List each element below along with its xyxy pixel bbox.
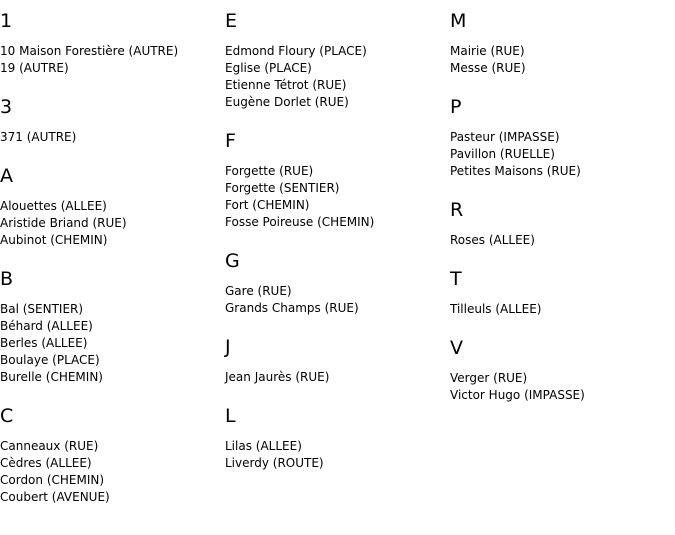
street-link[interactable]: Etienne Tétrot (RUE): [225, 78, 347, 92]
section-heading: F: [225, 130, 236, 152]
section-heading: C: [0, 405, 14, 427]
street-link[interactable]: 19 (AUTRE): [0, 61, 69, 75]
street-index-column-2: [225, 8, 445, 489]
street-link[interactable]: Aristide Briand (RUE): [0, 216, 127, 230]
section-g: [225, 248, 445, 317]
street-link[interactable]: Alouettes (ALLEE): [0, 199, 107, 213]
street-link[interactable]: Messe (RUE): [450, 61, 526, 75]
street-link[interactable]: Victor Hugo (IMPASSE): [450, 388, 585, 402]
section-heading: M: [450, 10, 467, 32]
street-link[interactable]: Burelle (CHEMIN): [0, 370, 103, 384]
street-link[interactable]: Bal (SENTIER): [0, 302, 84, 316]
section-heading: E: [225, 10, 238, 32]
street-link[interactable]: Tilleuls (ALLEE): [450, 302, 542, 316]
section-heading: B: [0, 268, 14, 290]
section-heading: 1: [0, 10, 13, 32]
street-link[interactable]: Jean Jaurès (RUE): [225, 370, 330, 384]
section-heading: T: [450, 268, 462, 290]
section-heading: L: [225, 405, 236, 427]
section-v: [450, 335, 670, 404]
section-l: [225, 403, 445, 472]
section-a: [0, 163, 220, 249]
street-index-column-1: [0, 8, 220, 523]
street-link[interactable]: Berles (ALLEE): [0, 336, 88, 350]
street-link[interactable]: Liverdy (ROUTE): [225, 456, 324, 470]
section-t: [450, 266, 670, 318]
street-link[interactable]: Fort (CHEMIN): [225, 198, 310, 212]
section-heading: G: [225, 250, 240, 272]
street-link[interactable]: Grands Champs (RUE): [225, 301, 359, 315]
street-link[interactable]: Cordon (CHEMIN): [0, 473, 105, 487]
section-1: [0, 8, 220, 77]
street-link[interactable]: Canneaux (RUE): [0, 439, 99, 453]
section-b: [0, 266, 220, 386]
street-link[interactable]: Roses (ALLEE): [450, 233, 535, 247]
section-r: [450, 197, 670, 249]
street-index-column-3: [450, 8, 670, 421]
section-3: [0, 94, 220, 146]
section-heading: R: [450, 199, 464, 221]
street-link[interactable]: Forgette (SENTIER): [225, 181, 340, 195]
street-link[interactable]: Fosse Poireuse (CHEMIN): [225, 215, 375, 229]
street-link[interactable]: Mairie (RUE): [450, 44, 525, 58]
section-m: [450, 8, 670, 77]
street-link[interactable]: Verger (RUE): [450, 371, 528, 385]
section-j: [225, 334, 445, 386]
street-link[interactable]: Gare (RUE): [225, 284, 292, 298]
street-link[interactable]: Petites Maisons (RUE): [450, 164, 581, 178]
street-link[interactable]: Pasteur (IMPASSE): [450, 130, 560, 144]
section-heading: J: [225, 336, 231, 358]
street-link[interactable]: Edmond Floury (PLACE): [225, 44, 367, 58]
section-f: [225, 128, 445, 231]
street-link[interactable]: Eglise (PLACE): [225, 61, 312, 75]
section-heading: A: [0, 165, 13, 187]
section-p: [450, 94, 670, 180]
street-link[interactable]: Béhard (ALLEE): [0, 319, 93, 333]
section-heading: V: [450, 337, 463, 359]
street-link[interactable]: Cèdres (ALLEE): [0, 456, 92, 470]
street-link[interactable]: 10 Maison Forestière (AUTRE): [0, 44, 179, 58]
street-link[interactable]: Aubinot (CHEMIN): [0, 233, 108, 247]
street-link[interactable]: Boulaye (PLACE): [0, 353, 100, 367]
section-e: [225, 8, 445, 111]
section-heading: 3: [0, 96, 13, 118]
street-link[interactable]: Lilas (ALLEE): [225, 439, 302, 453]
street-link[interactable]: 371 (AUTRE): [0, 130, 77, 144]
section-heading: P: [450, 96, 462, 118]
street-link[interactable]: Pavillon (RUELLE): [450, 147, 555, 161]
street-link[interactable]: Coubert (AVENUE): [0, 490, 110, 504]
section-c: [0, 403, 220, 506]
street-link[interactable]: Eugène Dorlet (RUE): [225, 95, 349, 109]
street-link[interactable]: Forgette (RUE): [225, 164, 314, 178]
